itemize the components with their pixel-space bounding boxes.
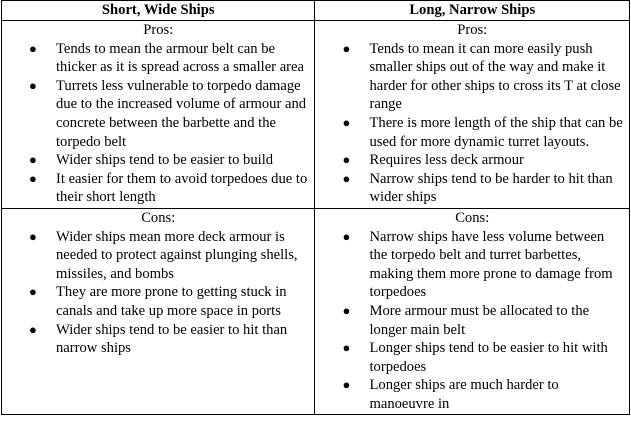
cons-cell-long-narrow: [315, 208, 630, 415]
list-item: [319, 376, 625, 413]
header-short-wide-ships: Short, Wide Ships: [2, 1, 315, 21]
bullet-icon: ●: [342, 114, 351, 130]
bullet-icon: ●: [29, 170, 37, 186]
list-item-text: They are more prone to getting stuck in canals and take up more space in ports: [56, 284, 287, 319]
list-item-text: There is more length of the ship that can be used for more dynamic turret layouts.: [369, 114, 623, 150]
cons-row: [2, 208, 630, 415]
comparison-table: [1, 0, 630, 415]
list-item-text: More armour must be allocated to the longer main belt: [369, 302, 590, 338]
list-item: [319, 170, 625, 207]
pros-label: Pros:: [143, 22, 174, 38]
list-item: [6, 321, 310, 358]
pros-cell-short-wide: [2, 21, 315, 209]
list-item: [6, 283, 310, 320]
list-item-text: Wider ships tend to be easier to hit than narrow ships: [56, 321, 288, 357]
bullet-icon: ●: [342, 340, 351, 356]
pros-label: Pros:: [457, 22, 488, 38]
bullet-icon: ●: [342, 377, 351, 393]
bullet-icon: ●: [342, 40, 351, 56]
list-item-text: Tends to mean it can more easily push smaller ships out of the way and make it harder for other ships to cross its T at close range: [369, 40, 621, 113]
bullet-icon: ●: [342, 228, 351, 244]
bullet-icon: ●: [29, 321, 37, 337]
list-item: [6, 40, 310, 77]
list-item: [319, 302, 625, 339]
list-item: [319, 40, 625, 114]
list-item-text: Turrets less vulnerable to torpedo damage due to the increased volume of armour and concrete between the barbette and the torpedo belt: [56, 77, 307, 150]
list-item: [6, 170, 310, 207]
bullet-icon: ●: [342, 152, 351, 168]
pros-cell-long-narrow: [315, 21, 630, 209]
header-row: [2, 1, 630, 21]
pros-list-short-wide: [6, 40, 310, 207]
header-long-narrow-ships: Long, Narrow Ships: [315, 1, 630, 21]
cons-cell-short-wide: [2, 208, 315, 415]
list-item: [319, 114, 625, 151]
list-item-text: Narrow ships have less volume between the torpedo belt and turret barbettes, making them more prone to damage from torpedoes: [369, 228, 613, 301]
list-item: [319, 151, 625, 170]
bullet-icon: ●: [29, 284, 37, 300]
list-item-text: Tends to mean the armour belt can be thicker as it is spread across a smaller area: [56, 40, 304, 76]
pros-row: [2, 21, 630, 209]
list-item: [6, 151, 310, 170]
bullet-icon: ●: [29, 77, 37, 93]
bullet-icon: ●: [29, 152, 37, 168]
bullet-icon: ●: [29, 40, 37, 56]
pros-list-long-narrow: [319, 40, 625, 207]
list-item-text: Longer ships are much harder to manoeuvre in: [369, 377, 559, 412]
list-item: [6, 228, 310, 284]
bullet-icon: ●: [342, 170, 351, 186]
bullet-icon: ●: [342, 302, 351, 318]
list-item-text: Narrow ships tend to be harder to hit than wider ships: [369, 170, 613, 206]
cons-label: Cons:: [141, 209, 176, 226]
list-item-text: Wider ships mean more deck armour is needed to protect against plunging shells, missiles, and bombs: [56, 228, 298, 282]
list-item-text: Longer ships tend to be easier to hit with torpedoes: [369, 340, 608, 375]
list-item: [6, 77, 310, 151]
bullet-icon: ●: [29, 228, 37, 244]
list-item-text: It easier for them to avoid torpedoes due to their short length: [56, 170, 308, 206]
list-item-text: Wider ships tend to be easier to build: [56, 152, 274, 169]
cons-list-long-narrow: [319, 228, 625, 414]
list-item-text: Requires less deck armour: [369, 152, 524, 169]
cons-label: Cons:: [455, 209, 490, 226]
cons-list-short-wide: [6, 228, 310, 358]
list-item: [319, 339, 625, 376]
list-item: [319, 228, 625, 302]
